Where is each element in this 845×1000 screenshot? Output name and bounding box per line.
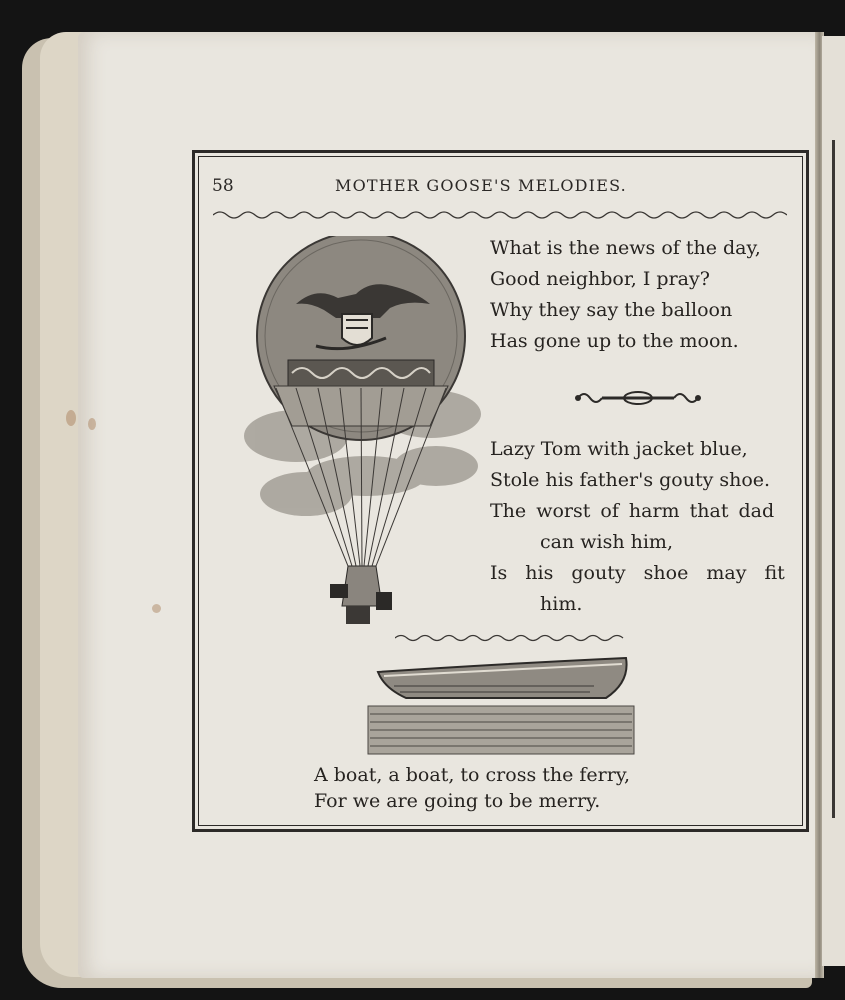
rowboat-engraving-icon: [364, 654, 638, 758]
rhyme-lazy-tom: [490, 434, 788, 620]
foxing-stain: [88, 418, 96, 430]
verse-line: Has gone up to the moon.: [490, 330, 739, 352]
verse-line: A boat, a boat, to cross the ferry,: [314, 764, 631, 786]
verse-line: Lazy Tom with jacket blue,: [490, 438, 748, 460]
verse-line: Is his gouty shoe may fit: [490, 562, 785, 584]
rhyme-balloon: [490, 233, 788, 357]
verse-line: The worst of harm that dad: [490, 500, 775, 522]
section-wavy-rule: [395, 632, 625, 644]
verse-line: What is the news of the day,: [490, 237, 761, 259]
verse-line: Why they say the balloon: [490, 299, 733, 321]
verse-line: For we are going to be merry.: [314, 790, 601, 812]
foxing-stain: [66, 410, 76, 426]
header-wavy-rule: [213, 208, 787, 222]
verse-line: him.: [540, 593, 583, 615]
verse-line: can wish him,: [540, 531, 673, 553]
hot-air-balloon-engraving-icon: [236, 236, 486, 631]
running-header: MOTHER GOOSE'S MELODIES.: [335, 176, 627, 195]
facing-page-frame-rule: [832, 140, 843, 818]
verse-line: Stole his father's gouty shoe.: [490, 469, 771, 491]
rhyme-boat: [314, 762, 674, 814]
page-number: 58: [212, 176, 234, 196]
scroll-ornament-icon: [574, 388, 702, 408]
verse-line: Good neighbor, I pray?: [490, 268, 710, 290]
foxing-stain: [152, 604, 161, 613]
